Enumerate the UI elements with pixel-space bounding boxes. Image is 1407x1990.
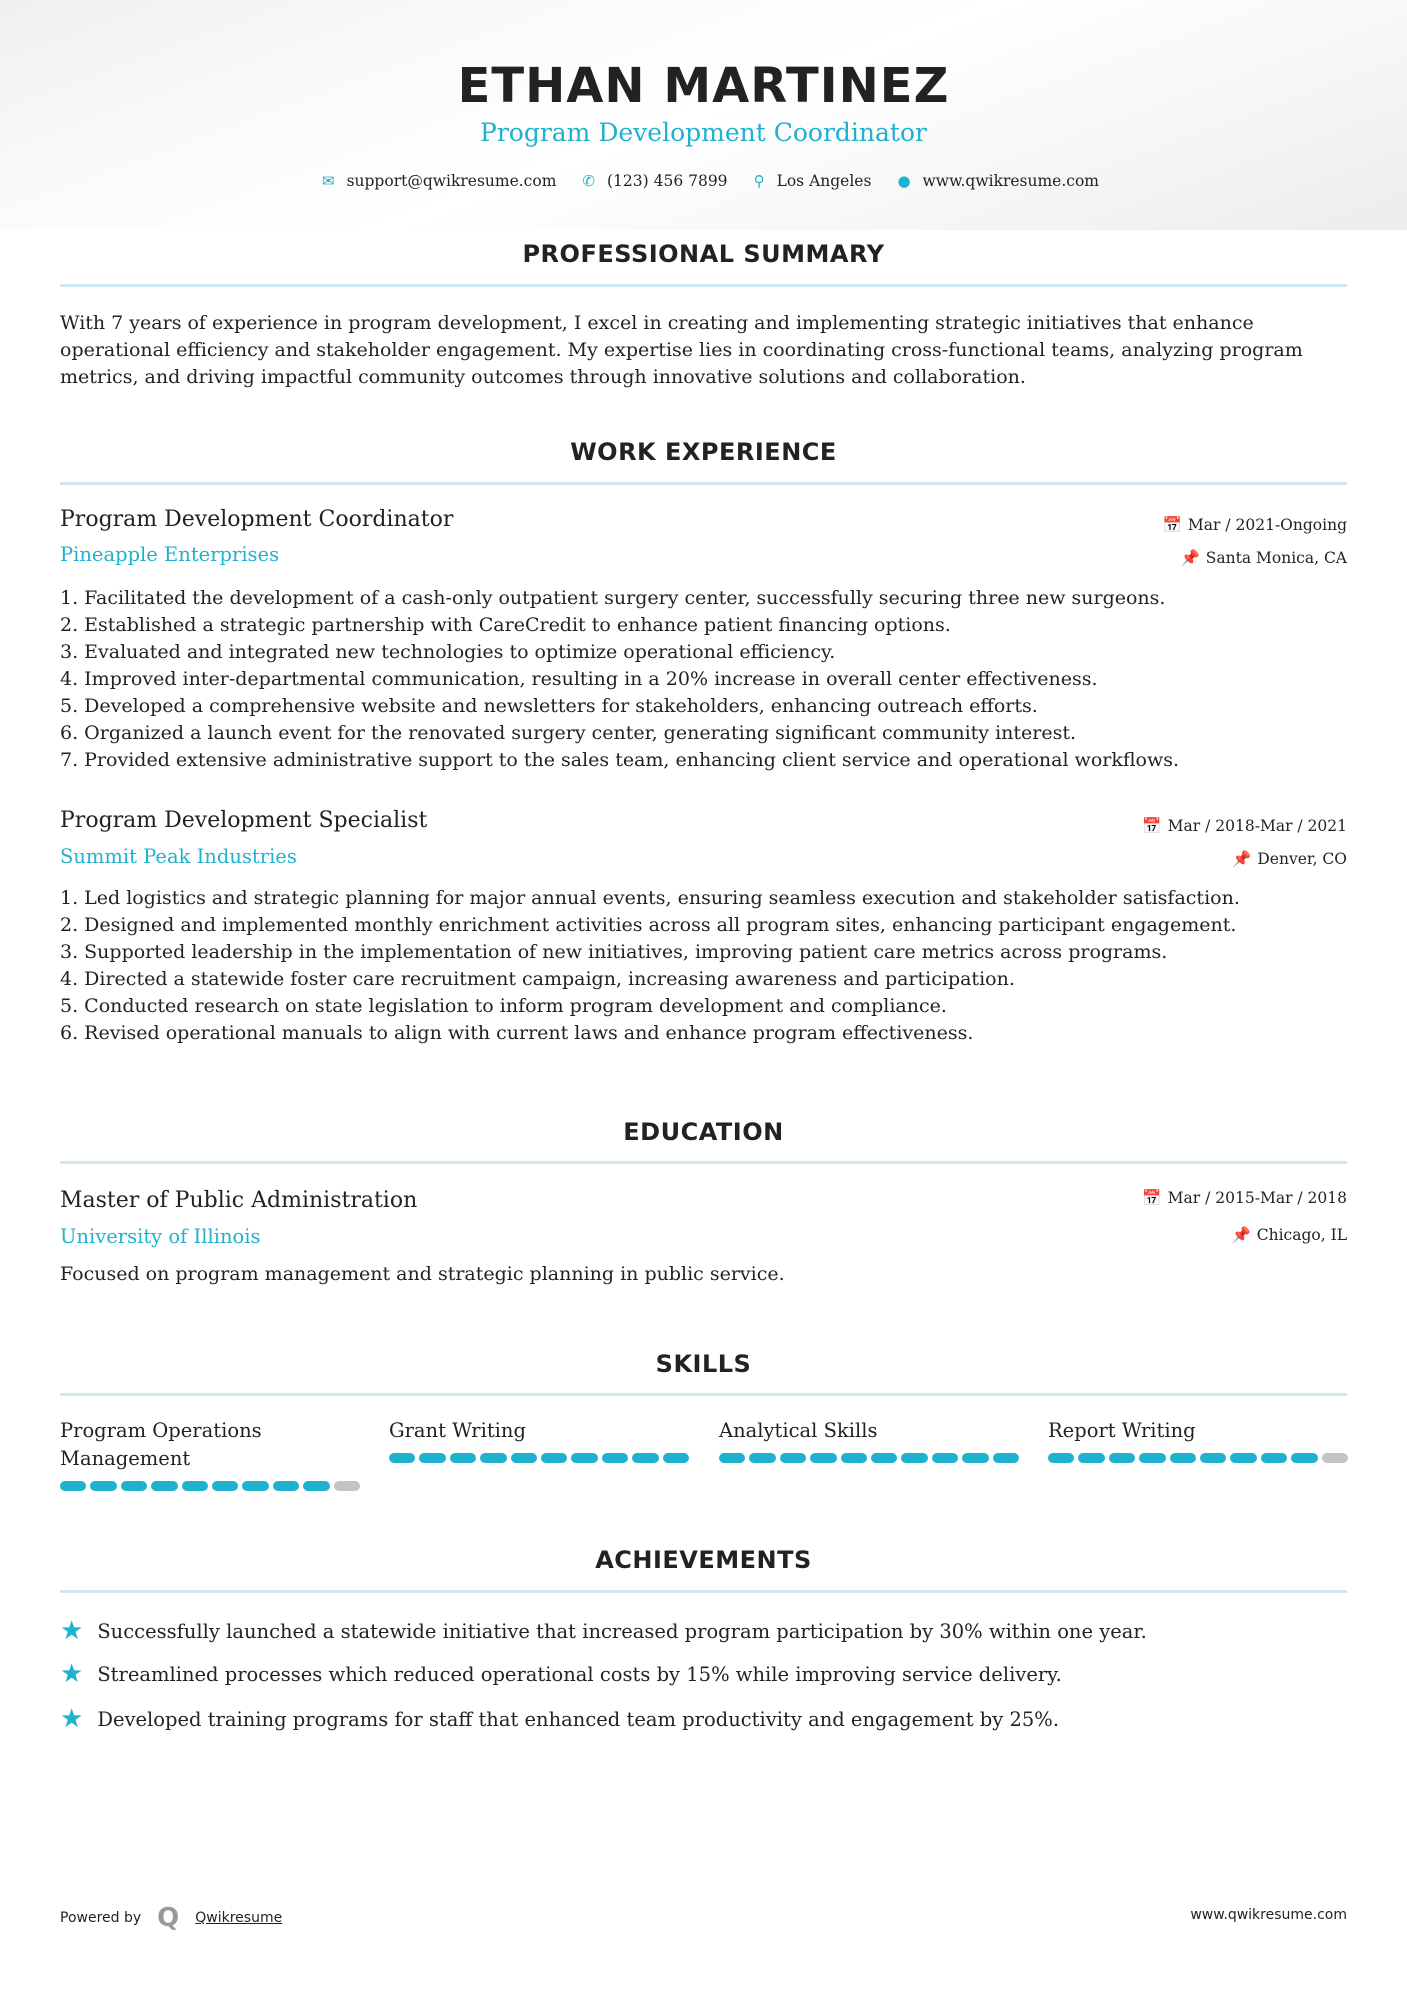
bullet: 3. Evaluated and integrated new technologies to optimize operational efficiency. bbox=[60, 641, 836, 663]
skill-level-segment bbox=[1170, 1453, 1196, 1463]
location-text: Chicago, IL bbox=[1256, 1226, 1347, 1244]
divider bbox=[60, 1393, 1347, 1396]
company-name: Pineapple Enterprises bbox=[60, 543, 280, 566]
skill bbox=[719, 1417, 1019, 1463]
skill-level-segment bbox=[389, 1453, 415, 1463]
date-text: Mar / 2018-Mar / 2021 bbox=[1167, 817, 1347, 835]
skill-level-segment bbox=[450, 1453, 476, 1463]
section-heading-education: EDUCATION bbox=[623, 1118, 784, 1146]
pin-icon: 📌 bbox=[1232, 850, 1252, 868]
star-icon: ★ bbox=[60, 1659, 84, 1689]
skill-level-bar bbox=[60, 1481, 360, 1491]
skill-level-segment bbox=[962, 1453, 988, 1463]
section-heading-skills: SKILLS bbox=[655, 1350, 752, 1378]
school-name: University of Illinois bbox=[60, 1225, 261, 1248]
brand-link[interactable]: Qwikresume bbox=[195, 1910, 283, 1926]
achievement-text: Successfully launched a statewide initiative that increased program participation by 30% within one year. bbox=[97, 1619, 1147, 1643]
skill-level-segment bbox=[541, 1453, 567, 1463]
skill-level-segment bbox=[1139, 1453, 1165, 1463]
email-icon: ✉ bbox=[322, 172, 335, 190]
achievement-item bbox=[60, 1616, 1147, 1646]
skill-level-segment bbox=[1230, 1453, 1256, 1463]
skill-level-segment bbox=[1109, 1453, 1135, 1463]
skill-level-bar bbox=[719, 1453, 1019, 1463]
header-background bbox=[0, 0, 1407, 230]
bullet: 4. Improved inter-departmental communication, resulting in a 20% increase in overall center effectiveness. bbox=[60, 668, 1098, 690]
skill-level-segment bbox=[749, 1453, 775, 1463]
job-date bbox=[1142, 817, 1347, 835]
location-text: Santa Monica, CA bbox=[1205, 549, 1347, 567]
star-icon: ★ bbox=[60, 1616, 84, 1646]
skill bbox=[389, 1417, 689, 1463]
skill-level-segment bbox=[60, 1481, 86, 1491]
skill-name: Grant Writing bbox=[389, 1419, 526, 1442]
skill-level-segment bbox=[303, 1481, 329, 1491]
job-title: Program Development Specialist bbox=[60, 808, 428, 833]
powered-by-label: Powered by bbox=[60, 1910, 142, 1926]
calendar-icon: 📅 bbox=[1162, 516, 1182, 534]
skill-level-segment bbox=[90, 1481, 116, 1491]
skill-level-segment bbox=[242, 1481, 268, 1491]
skill-level-segment bbox=[511, 1453, 537, 1463]
divider bbox=[60, 1161, 1347, 1164]
divider bbox=[60, 284, 1347, 287]
bullet: 7. Provided extensive administrative support to the sales team, enhancing client service and operational workflows. bbox=[60, 749, 1180, 771]
bullet: 5. Developed a comprehensive website and newsletters for stakeholders, enhancing outreach efforts. bbox=[60, 695, 1038, 717]
achievement-text: Streamlined processes which reduced operational costs by 15% while improving service delivery. bbox=[97, 1662, 1062, 1686]
skill-level-segment bbox=[1200, 1453, 1226, 1463]
calendar-icon: 📅 bbox=[1142, 817, 1162, 835]
bullet: 3. Supported leadership in the implementation of new initiatives, improving patient care metrics across programs. bbox=[60, 941, 1168, 963]
skill-level-segment bbox=[871, 1453, 897, 1463]
skill-level-segment bbox=[602, 1453, 628, 1463]
education-description: Focused on program management and strategic planning in public service. bbox=[60, 1263, 785, 1285]
bullet: 5. Conducted research on state legislation to inform program development and compliance. bbox=[60, 995, 947, 1017]
footer-website[interactable]: www.qwikresume.com bbox=[1190, 1907, 1347, 1923]
skill-name: Analytical Skills bbox=[719, 1419, 878, 1442]
skill-level-segment bbox=[901, 1453, 927, 1463]
qwikresume-logo-icon: Q bbox=[157, 1903, 180, 1933]
skill-level-bar bbox=[1048, 1453, 1348, 1463]
job-date bbox=[1163, 516, 1347, 534]
job-bullets bbox=[60, 885, 1350, 1047]
location: Los Angeles bbox=[776, 172, 872, 190]
skill-level-segment bbox=[212, 1481, 238, 1491]
skill-level-segment bbox=[480, 1453, 506, 1463]
pin-icon: 📌 bbox=[1231, 1226, 1251, 1244]
divider bbox=[60, 1590, 1347, 1593]
contact-bar bbox=[0, 172, 1407, 190]
bullet: 6. Organized a launch event for the renovated surgery center, generating significant community interest. bbox=[60, 722, 1077, 744]
skill-level-segment bbox=[1322, 1453, 1348, 1463]
skill-level-segment bbox=[121, 1481, 147, 1491]
achievement-item bbox=[60, 1704, 1059, 1734]
skill-level-segment bbox=[780, 1453, 806, 1463]
skill-level-segment bbox=[841, 1453, 867, 1463]
education-date bbox=[1142, 1189, 1347, 1207]
divider bbox=[60, 482, 1347, 485]
candidate-title: Program Development Coordinator bbox=[480, 118, 927, 147]
skill-level-segment bbox=[632, 1453, 658, 1463]
job-location bbox=[1232, 850, 1347, 868]
skill-level-segment bbox=[993, 1453, 1019, 1463]
skill bbox=[1048, 1417, 1348, 1463]
globe-icon: ● bbox=[897, 172, 911, 190]
skill-level-segment bbox=[1078, 1453, 1104, 1463]
summary-text: With 7 years of experience in program development, I excel in creating and implementing strategic initiatives that enhance operational efficiency and stakeholder engagement. My expertise lies in coordinating cross-functional teams, analyzing program metrics, and driving impactful community outcomes through innovative solutions and collaboration. bbox=[60, 312, 1303, 388]
achievement-text: Developed training programs for staff that enhanced team productivity and engagement by 25%. bbox=[97, 1707, 1060, 1731]
section-heading-achievements: ACHIEVEMENTS bbox=[595, 1546, 812, 1574]
skill-level-segment bbox=[151, 1481, 177, 1491]
job-title: Program Development Coordinator bbox=[60, 507, 454, 532]
achievement-item bbox=[60, 1659, 1062, 1689]
bullet: 4. Directed a statewide foster care recruitment campaign, increasing awareness and participation. bbox=[60, 968, 1015, 990]
candidate-name: ETHAN MARTINEZ bbox=[457, 58, 950, 114]
skill-name: Program Operations Management bbox=[60, 1419, 262, 1470]
location-pin-icon: ⚲ bbox=[753, 172, 765, 190]
skill-level-segment bbox=[810, 1453, 836, 1463]
skill-level-segment bbox=[719, 1453, 745, 1463]
skill-level-segment bbox=[571, 1453, 597, 1463]
phone: (123) 456 7899 bbox=[606, 172, 728, 190]
bullet: 2. Established a strategic partnership with CareCredit to enhance patient financing options. bbox=[60, 614, 951, 636]
website[interactable]: www.qwikresume.com bbox=[922, 172, 1099, 190]
skill-level-bar bbox=[389, 1453, 689, 1463]
footer-powered bbox=[60, 1903, 282, 1933]
degree: Master of Public Administration bbox=[60, 1188, 418, 1213]
company-name: Summit Peak Industries bbox=[60, 845, 297, 868]
skill bbox=[60, 1417, 360, 1491]
skill-name: Report Writing bbox=[1048, 1419, 1196, 1442]
skill-level-segment bbox=[663, 1453, 689, 1463]
bullet: 2. Designed and implemented monthly enrichment activities across all program sites, enhancing participant engagement. bbox=[60, 914, 1237, 936]
job-bullets bbox=[60, 585, 1350, 774]
skill-level-segment bbox=[932, 1453, 958, 1463]
skill-level-segment bbox=[419, 1453, 445, 1463]
calendar-icon: 📅 bbox=[1142, 1189, 1162, 1207]
job-location bbox=[1180, 549, 1347, 567]
location-text: Denver, CO bbox=[1257, 850, 1347, 868]
star-icon: ★ bbox=[60, 1704, 84, 1734]
skill-level-segment bbox=[1291, 1453, 1317, 1463]
bullet: 1. Facilitated the development of a cash-only outpatient surgery center, successfully securing three new surgeons. bbox=[60, 587, 1166, 609]
section-heading-summary: PROFESSIONAL SUMMARY bbox=[522, 240, 885, 268]
skill-level-segment bbox=[1048, 1453, 1074, 1463]
skill-level-segment bbox=[182, 1481, 208, 1491]
skill-level-segment bbox=[334, 1481, 360, 1491]
skill-level-segment bbox=[273, 1481, 299, 1491]
bullet: 6. Revised operational manuals to align with current laws and enhance program effectiveness. bbox=[60, 1022, 974, 1044]
pin-icon: 📌 bbox=[1180, 549, 1200, 567]
date-text: Mar / 2015-Mar / 2018 bbox=[1167, 1189, 1347, 1207]
education-location bbox=[1231, 1226, 1347, 1244]
phone-icon: ✆ bbox=[582, 172, 595, 190]
email[interactable]: support@qwikresume.com bbox=[346, 172, 557, 190]
bullet: 1. Led logistics and strategic planning for major annual events, ensuring seamless execution and stakeholder satisfaction. bbox=[60, 887, 1240, 909]
section-heading-work: WORK EXPERIENCE bbox=[570, 438, 837, 466]
date-text: Mar / 2021-Ongoing bbox=[1187, 516, 1347, 534]
skill-level-segment bbox=[1261, 1453, 1287, 1463]
